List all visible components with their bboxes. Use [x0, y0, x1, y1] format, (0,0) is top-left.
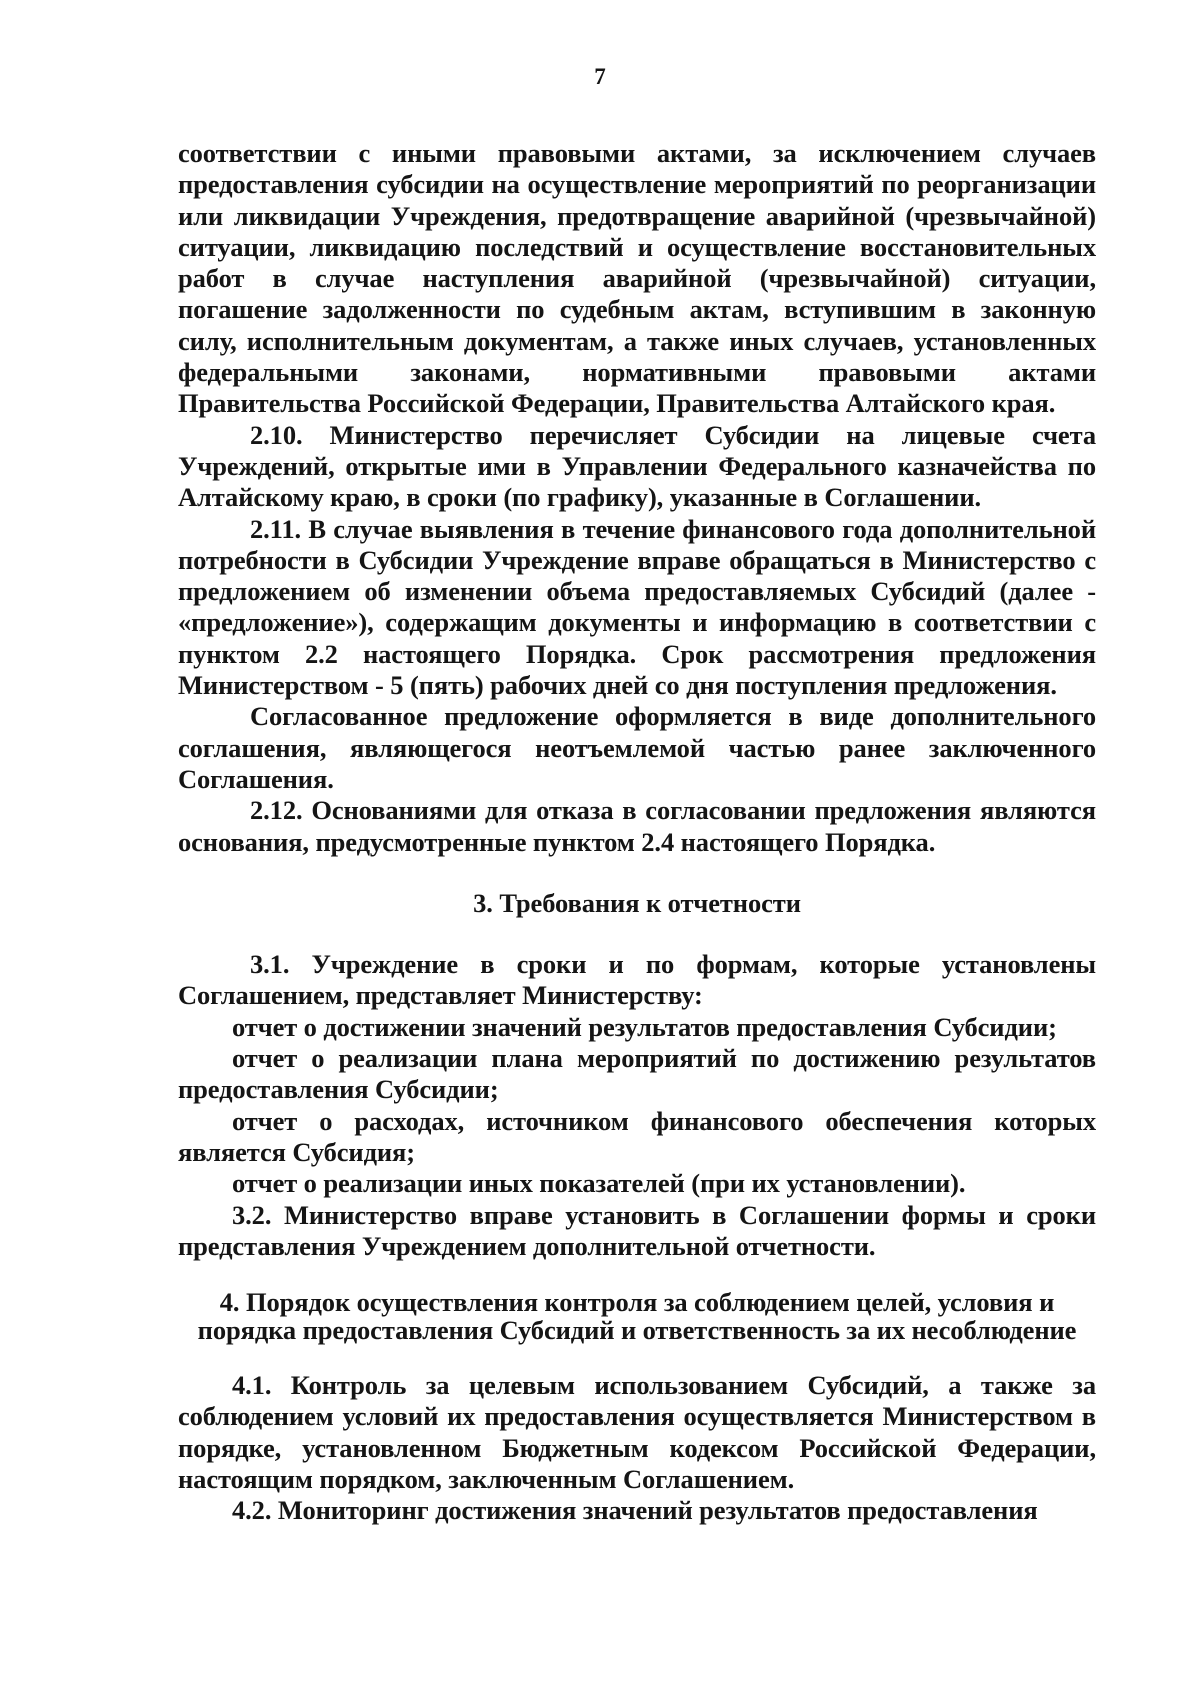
paragraph-4-1: 4.1. Контроль за целевым использованием Субсидий, а также за соблюдением условий их предоставления осуществляется Министерством в порядке, установленном Бюджетным кодексом Российской Федерации, настоящим порядком, заключенным Соглашением.	[178, 1370, 1096, 1494]
paragraph-3-2: 3.2. Министерство вправе установить в Соглашении формы и сроки представления Учреждением дополнительной отчетности.	[178, 1199, 1096, 1261]
paragraph-agreed-proposal: Согласованное предложение оформляется в виде дополнительного соглашения, являющегося неотъемлемой частью ранее заключенного Соглашения.	[178, 701, 1096, 794]
page-number: 7	[594, 64, 606, 89]
document-body	[178, 138, 1096, 1527]
section-4-heading	[178, 1288, 1096, 1344]
paragraph-2-9-continued: соответствии с иными правовыми актами, за исключением случаев предоставления субсидии на осуществление мероприятий по реорганизации или ликвидации Учреждения, предотвращение аварийной (чрезвычайной) ситуации, ликвидацию последствий и осуществление восстановительных работ в случае наступления аварийной (чрезвычайной) ситуации, погашение задолженности по судебным актам, вступившим в законную силу, исполнительным документам, а также иных случаев, установленных федеральными законами, нормативными правовыми актами Правительства Российской Федерации, Правительства Алтайского края.	[178, 138, 1096, 419]
report-item-results: отчет о достижении значений результатов предоставления Субсидии;	[232, 1011, 1057, 1042]
paragraph-4-2: 4.2. Мониторинг достижения значений результатов предоставления	[232, 1495, 1038, 1526]
report-item-expenses: отчет о расходах, источником финансового обеспечения которых является Субсидия;	[178, 1105, 1096, 1167]
section-4-heading-line-2: порядка предоставления Субсидий и ответственность за их несоблюдение	[197, 1315, 1077, 1346]
paragraph-2-10: 2.10. Министерство перечисляет Субсидии на лицевые счета Учреждений, открытые ими в Управлении Федерального казначейства по Алтайскому краю, в сроки (по графику), указанные в Соглашении.	[178, 419, 1096, 513]
report-item-other-indicators: отчет о реализации иных показателей (при их установлении).	[232, 1168, 966, 1199]
paragraph-2-11: 2.11. В случае выявления в течение финансового года дополнительной потребности в Субсидии Учреждение вправе обращаться в Министерство с предложением об изменении объема предоставляемых Субсидий (далее - «предложение»), содержащим документы и информацию в соответствии с пунктом 2.2 настоящего Порядка. Срок рассмотрения предложения Министерством - 5 (пять) рабочих дней со дня поступления предложения.	[178, 513, 1096, 701]
section-4-heading-line-1: 4. Порядок осуществления контроля за соблюдением целей, условия и	[219, 1287, 1055, 1318]
section-3-heading: 3. Требования к отчетности	[473, 887, 801, 918]
paragraph-3-1: 3.1. Учреждение в сроки и по формам, которые установлены Соглашением, представляет Министерству:	[178, 949, 1096, 1011]
report-item-plan: отчет о реализации плана мероприятий по достижению результатов предоставления Субсидии;	[178, 1043, 1096, 1105]
paragraph-2-12: 2.12. Основаниями для отказа в согласовании предложения являются основания, предусмотренные пунктом 2.4 настоящего Порядка.	[178, 795, 1096, 857]
